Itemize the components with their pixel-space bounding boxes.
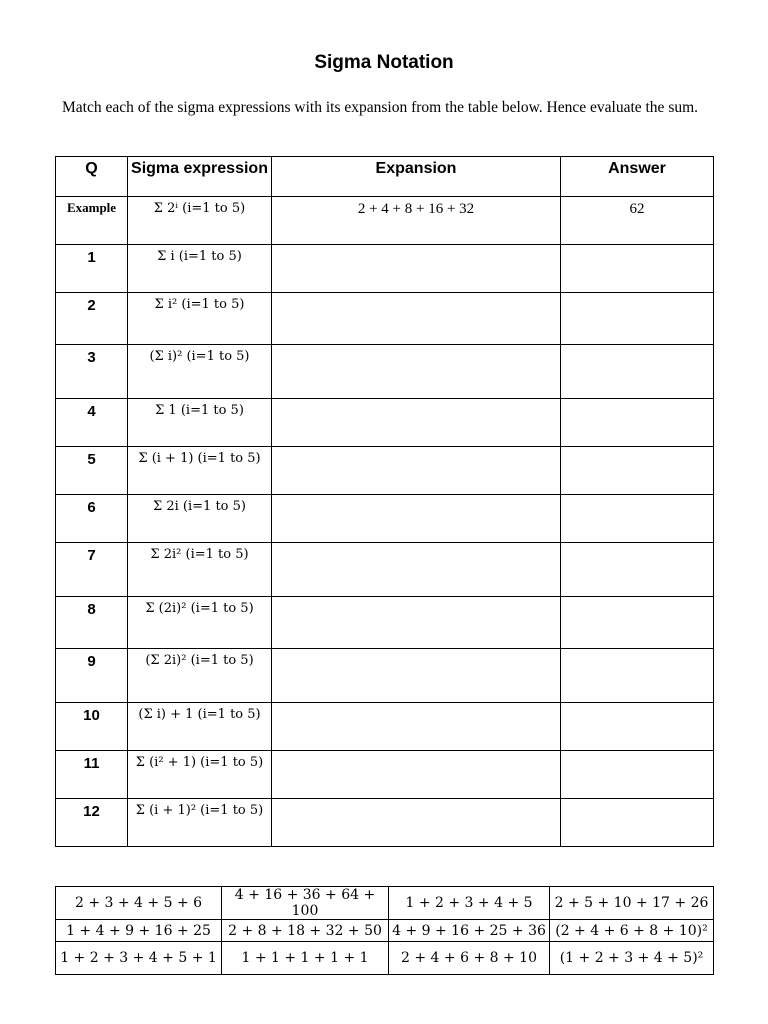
bank-expansion: 1 + 2 + 3 + 4 + 5 + 1 — [56, 942, 222, 975]
sigma-expression: Σ 2i² (i=1 to 5) — [150, 547, 249, 562]
sigma-expression-cell — [128, 703, 272, 751]
sigma-expression-cell — [128, 345, 272, 399]
question-number: Example — [56, 197, 128, 245]
bank-row — [56, 942, 714, 975]
question-number: 3 — [56, 345, 128, 399]
expansion-cell[interactable] — [272, 399, 561, 447]
sigma-expression-cell — [128, 597, 272, 649]
sigma-expression-cell — [128, 751, 272, 799]
answer-cell[interactable] — [561, 495, 714, 543]
bank-expansion: 4 + 16 + 36 + 64 + 100 — [222, 887, 389, 920]
expansion-cell[interactable] — [272, 495, 561, 543]
sigma-expression: Σ (i + 1) (i=1 to 5) — [138, 451, 261, 466]
question-row — [56, 447, 714, 495]
expansion-cell[interactable] — [272, 649, 561, 703]
question-number: 1 — [56, 245, 128, 293]
bank-expansion: 1 + 2 + 3 + 4 + 5 — [389, 887, 550, 920]
header-answer: Answer — [561, 157, 714, 197]
question-number: 5 — [56, 447, 128, 495]
expansion-cell[interactable] — [272, 245, 561, 293]
sigma-expression-cell — [128, 197, 272, 245]
question-number: 4 — [56, 399, 128, 447]
header-row — [56, 157, 714, 197]
bank-expansion: 2 + 8 + 18 + 32 + 50 — [222, 920, 389, 942]
bank-expansion: 1 + 1 + 1 + 1 + 1 — [222, 942, 389, 975]
expansion-cell[interactable] — [272, 799, 561, 847]
question-row — [56, 293, 714, 345]
sigma-expression: Σ (i + 1)² (i=1 to 5) — [135, 803, 264, 818]
sigma-expression: Σ i (i=1 to 5) — [157, 249, 242, 264]
question-row — [56, 649, 714, 703]
bank-expansion: 1 + 4 + 9 + 16 + 25 — [56, 920, 222, 942]
question-row — [56, 751, 714, 799]
sigma-expression-cell — [128, 447, 272, 495]
answer-cell: 62 — [561, 197, 714, 245]
sigma-expression: (Σ 2i)² (i=1 to 5) — [145, 653, 254, 668]
sigma-expression-cell — [128, 495, 272, 543]
expansion-cell[interactable] — [272, 751, 561, 799]
page-title: Sigma Notation — [314, 52, 454, 73]
question-number: 12 — [56, 799, 128, 847]
answer-cell[interactable] — [561, 345, 714, 399]
example-row — [56, 197, 714, 245]
answer-cell[interactable] — [561, 649, 714, 703]
expansion-bank-table — [55, 886, 714, 975]
expansion-cell[interactable] — [272, 293, 561, 345]
bank-row — [56, 920, 714, 942]
expansion-cell[interactable] — [272, 447, 561, 495]
sigma-expression: Σ 2ⁱ (i=1 to 5) — [153, 201, 246, 216]
question-number: 2 — [56, 293, 128, 345]
answer-cell[interactable] — [561, 399, 714, 447]
bank-expansion: 2 + 4 + 6 + 8 + 10 — [389, 942, 550, 975]
sigma-expression-cell — [128, 543, 272, 597]
expansion-cell: 2 + 4 + 8 + 16 + 32 — [272, 197, 561, 245]
header-sigma: Sigma expression — [128, 157, 272, 197]
sigma-expression: Σ (i² + 1) (i=1 to 5) — [135, 755, 264, 770]
answer-cell[interactable] — [561, 703, 714, 751]
question-number: 10 — [56, 703, 128, 751]
header-expansion: Expansion — [272, 157, 561, 197]
question-row — [56, 703, 714, 751]
answer-cell[interactable] — [561, 597, 714, 649]
sigma-expression-cell — [128, 245, 272, 293]
sigma-expression: Σ 2i (i=1 to 5) — [153, 499, 246, 514]
question-row — [56, 799, 714, 847]
bank-expansion: 2 + 5 + 10 + 17 + 26 — [550, 887, 714, 920]
question-row — [56, 543, 714, 597]
bank-expansion: 4 + 9 + 16 + 25 + 36 — [389, 920, 550, 942]
answer-cell[interactable] — [561, 799, 714, 847]
sigma-expression-cell — [128, 649, 272, 703]
question-row — [56, 399, 714, 447]
bank-expansion: 2 + 3 + 4 + 5 + 6 — [56, 887, 222, 920]
question-number: 9 — [56, 649, 128, 703]
expansion-cell[interactable] — [272, 345, 561, 399]
bank-expansion: (1 + 2 + 3 + 4 + 5)² — [550, 942, 714, 975]
sigma-expression-cell — [128, 293, 272, 345]
instructions: Match each of the sigma expressions with its expansion from the table below. Hence evaluate the sum. — [62, 99, 699, 116]
sigma-expression-cell — [128, 399, 272, 447]
sigma-table — [55, 156, 714, 847]
sigma-expression: Σ 1 (i=1 to 5) — [155, 403, 244, 418]
expansion-cell[interactable] — [272, 703, 561, 751]
sigma-expression: Σ (2i)² (i=1 to 5) — [145, 601, 254, 616]
answer-cell[interactable] — [561, 293, 714, 345]
sigma-expression: Σ i² (i=1 to 5) — [154, 297, 245, 312]
answer-cell[interactable] — [561, 447, 714, 495]
sigma-expression: (Σ i) + 1 (i=1 to 5) — [138, 707, 261, 722]
question-row — [56, 597, 714, 649]
header-q: Q — [56, 157, 128, 197]
question-row — [56, 495, 714, 543]
question-number: 11 — [56, 751, 128, 799]
question-row — [56, 345, 714, 399]
answer-cell[interactable] — [561, 751, 714, 799]
sigma-expression-cell — [128, 799, 272, 847]
expansion-cell[interactable] — [272, 543, 561, 597]
question-number: 6 — [56, 495, 128, 543]
answer-cell[interactable] — [561, 543, 714, 597]
sigma-expression: (Σ i)² (i=1 to 5) — [149, 349, 250, 364]
question-row — [56, 245, 714, 293]
expansion-cell[interactable] — [272, 597, 561, 649]
answer-cell[interactable] — [561, 245, 714, 293]
question-number: 7 — [56, 543, 128, 597]
bank-row — [56, 887, 714, 920]
question-number: 8 — [56, 597, 128, 649]
bank-expansion: (2 + 4 + 6 + 8 + 10)² — [550, 920, 714, 942]
